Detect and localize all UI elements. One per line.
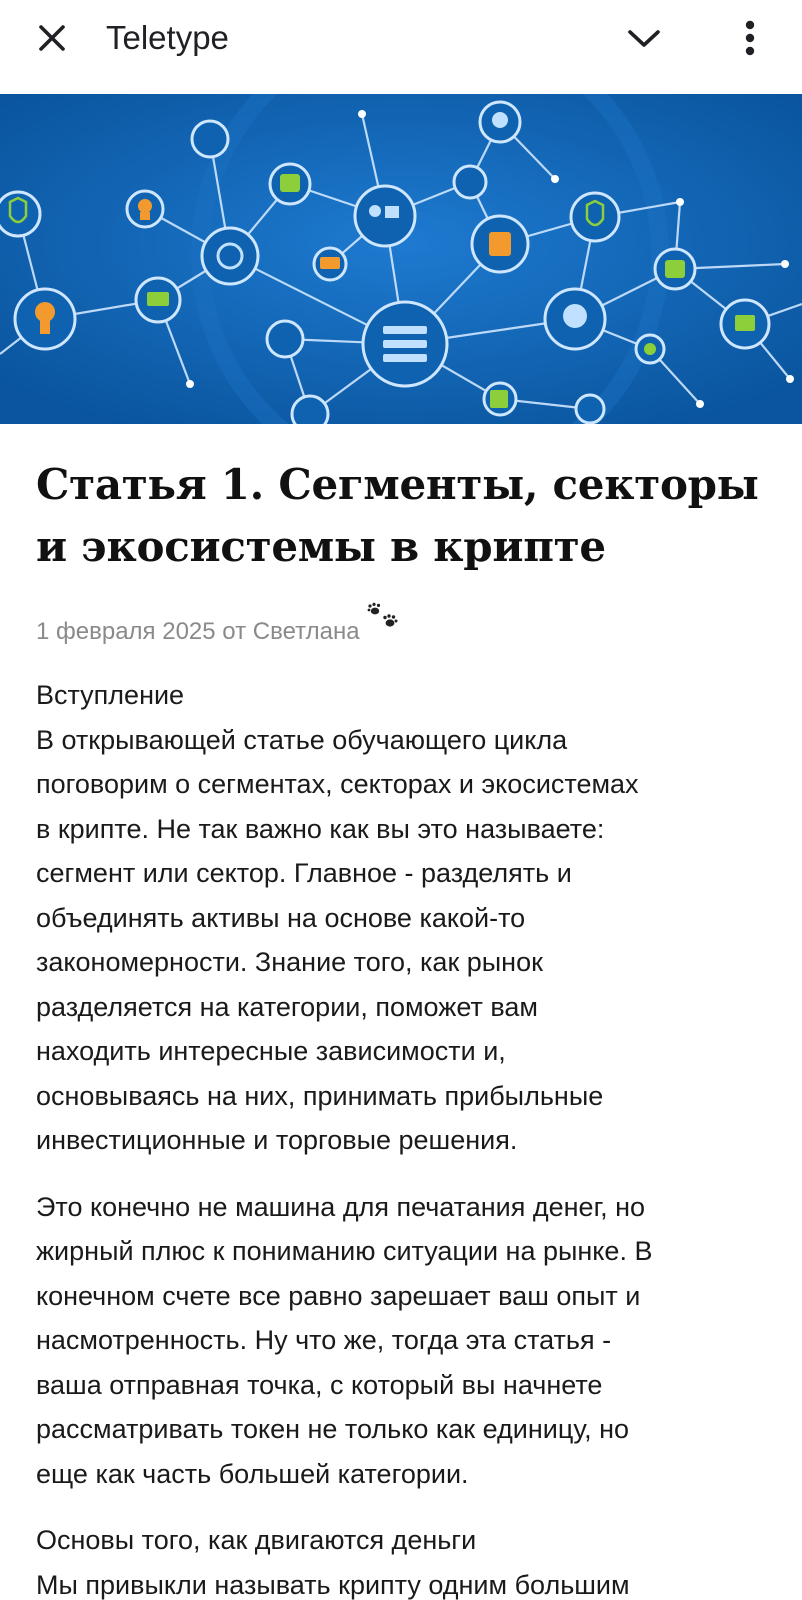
- more-vertical-icon: [744, 20, 756, 56]
- text-line: объединять активы на основе какой-то: [36, 902, 526, 933]
- text-line: В открывающей статье обучающего цикла: [36, 724, 568, 755]
- article-title: [36, 454, 776, 578]
- section-heading: Основы того, как двигаются деньги: [36, 1525, 477, 1555]
- text-line: Мы привыкли называть крипту одним большим: [36, 1569, 630, 1600]
- byline-text: 1 февраля 2025 от Светлана: [36, 617, 360, 645]
- text-line: поговорим о сегментах, секторах и экосистемах: [36, 769, 639, 799]
- text-line: в крипте. Не так важно как вы это называете:: [36, 813, 605, 844]
- paragraph: [36, 673, 776, 1163]
- text-line: еще как часть большей категории.: [36, 1458, 469, 1489]
- text-line: рассматривать токен не только как единицу, но: [36, 1414, 630, 1444]
- text-line: разделяется на категории, поможет вам: [36, 991, 538, 1022]
- section-heading: Вступление: [36, 680, 185, 710]
- text-line: насмотренность. Ну что же, тогда эта статья -: [36, 1325, 612, 1355]
- article: [36, 454, 776, 1600]
- text-line: находить интересные зависимости и,: [36, 1036, 506, 1066]
- article-title-line: Статья 1. Сегменты, секторы: [36, 460, 759, 509]
- top-app-bar: [0, 0, 802, 78]
- chevron-down-icon: [627, 27, 661, 49]
- hero-image: [0, 94, 802, 424]
- close-icon: [37, 23, 67, 53]
- more-options-button[interactable]: [728, 14, 772, 62]
- text-line: конечном счете все равно зарешает ваш опыт и: [36, 1280, 641, 1311]
- close-button[interactable]: [30, 16, 74, 60]
- paw-prints-icon: [366, 602, 400, 641]
- text-line: сегмент или сектор. Главное - разделять и: [36, 858, 572, 888]
- app-title: Teletype: [106, 19, 229, 56]
- text-line: ваша отправная точка, с который вы начнете: [36, 1369, 603, 1400]
- text-line: инвестиционные и торговые решения.: [36, 1125, 518, 1155]
- article-title-line: и экосистемы в крипте: [36, 522, 606, 571]
- paragraph: [36, 1518, 776, 1600]
- expand-button[interactable]: [620, 16, 668, 60]
- text-line: Это конечно не машина для печатания денег, но: [36, 1191, 646, 1222]
- text-line: основываясь на них, принимать прибыльные: [36, 1080, 604, 1111]
- article-body: [36, 673, 776, 1600]
- byline: [36, 612, 776, 651]
- network-diagram-illustration: [0, 94, 802, 424]
- paragraph: [36, 1185, 776, 1497]
- text-line: закономерности. Знание того, как рынок: [36, 947, 543, 977]
- text-line: жирный плюс к пониманию ситуации на рынке. В: [36, 1236, 653, 1266]
